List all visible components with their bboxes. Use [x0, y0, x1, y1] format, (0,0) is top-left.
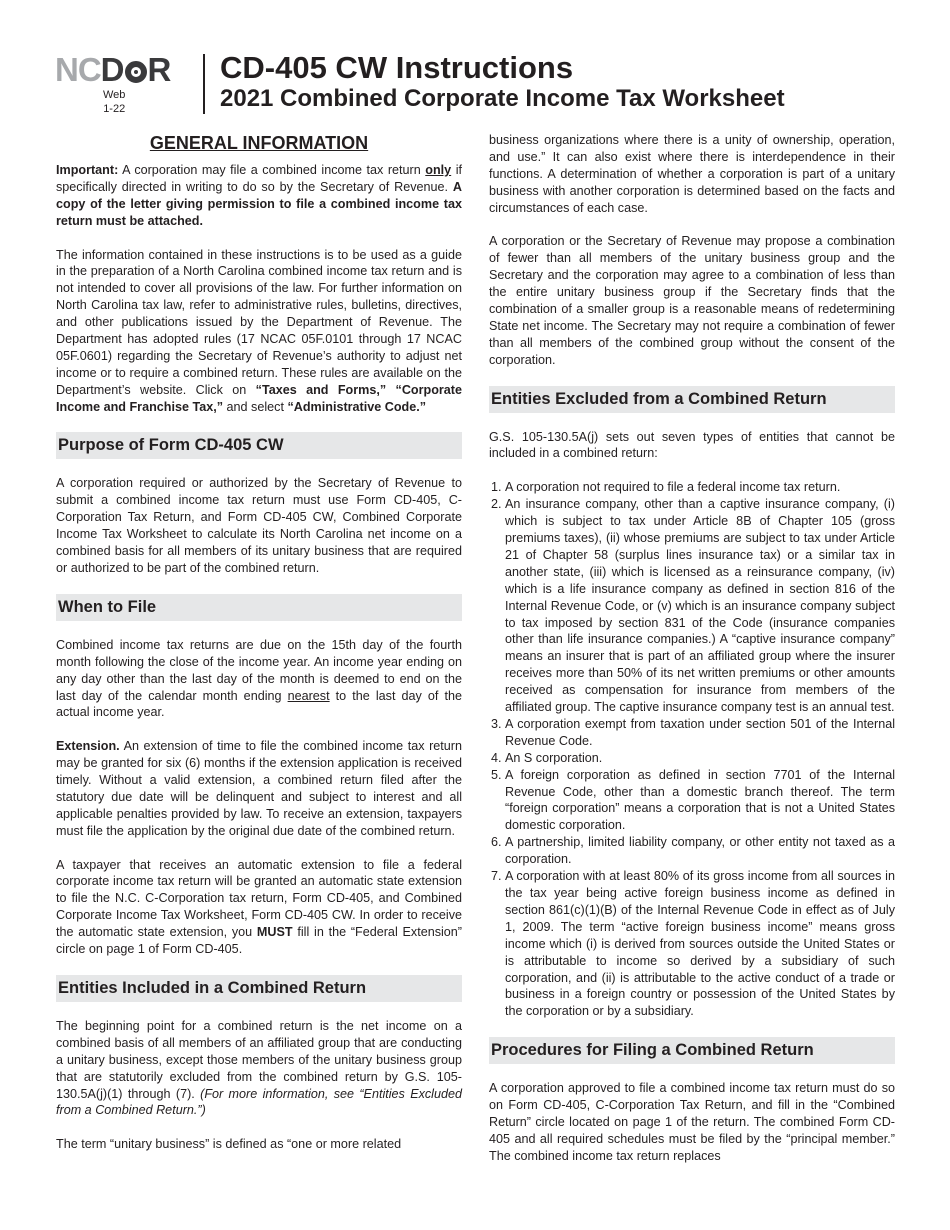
page-title: CD-405 CW Instructions — [220, 50, 574, 85]
entities-excluded-heading: Entities Excluded from a Combined Return — [489, 386, 895, 413]
list-item: 5. A foreign corporation as defined in section 7701 of the Internal Revenue Code, other than a domestic branch thereof. The term “foreign corporation” means a corporation that is not a United States domestic corporation. — [505, 767, 895, 835]
entities-included-heading: Entities Included in a Combined Return — [56, 975, 462, 1002]
left-column — [56, 132, 462, 1170]
included-paragraph: The beginning point for a combined return is the net income on a combined basis of all members of an affiliated group that are conducting a unitary business, except those members of the unitary business group that are statutorily excluded from the combined return by G.S. 105-130.5A(j)(1) through (7). (For more information, see “Entities Excluded from a Combined Return.”) — [56, 1018, 462, 1118]
combination-paragraph: A corporation or the Secretary of Revenue may propose a combination of fewer than all members of the unitary business group and the Secretary and the corporation may agree to a combination of less than the entire unitary business group if the Secretary finds that the combination of a smaller group is a reasonable means of redetermining State net income. The Secretary may not require a combination of fewer than all members of the combined group without the consent of the corporation. — [489, 234, 895, 367]
list-item: 6. A partnership, limited liability company, or other entity not taxed as a corporation. — [505, 834, 895, 868]
automatic-extension-paragraph: A taxpayer that receives an automatic extension to file a federal corporate income tax return will be granted an automatic state extension to file the N.C. C-Corporation tax return, Form CD-405, and Combined Corporate Income Tax Worksheet, Form CD-405 CW. In order to receive the automatic state extension, you MUST fill in the “Federal Extension” circle on page 1 of Form CD-405. — [56, 857, 462, 957]
unitary-business-continued: business organizations where there is a unity of ownership, operation, and use.” It can also exist where there is interdependence in their functions. A determination of whether a corporation is part of a unitary business with another corporation is determined based on the facts and circumstances of each case. — [489, 133, 895, 215]
page-subtitle: 2021 Combined Corporate Income Tax Worksheet — [220, 85, 785, 112]
extension-paragraph: Extension. An extension of time to file the combined income tax return may be granted for six (6) months if the extension application is received timely. Without a valid extension, a combined return filed after the statutory due date will be delinquent and subject to interest and all applicable penalties provided by law. To receive an extension, taxpayers must file the application by the original due date of the combined return. — [56, 739, 462, 838]
due-date-paragraph: Combined income tax returns are due on the 15th day of the fourth month following the close of the income year. An income year ending on any day other than the last day of the month is deemed to end on the last day of the calendar month ending nearest to the last day of the actual income year. — [56, 637, 462, 720]
list-item: 3. A corporation exempt from taxation under section 501 of the Internal Revenue Code. — [505, 716, 895, 750]
purpose-heading: Purpose of Form CD-405 CW — [56, 432, 462, 459]
list-item: 4. An S corporation. — [505, 750, 895, 767]
general-information-heading: GENERAL INFORMATION — [149, 133, 369, 153]
list-item: 7. A corporation with at least 80% of its gross income from all sources in the tax year being active foreign business income as defined in section 861(c)(1)(B) of the Internal Revenue Code in effect as of July 1, 2009. The term “active foreign business income” means gross income which (i) is derived from sources outside the United States or is attributable to income so derived by a subsidiary of such corporation, and (ii) is attributable to the active conduct of a trade or business in a foreign country or possession of the United States by the corporation or by a subsidiary. — [505, 868, 895, 1020]
excluded-intro: G.S. 105-130.5A(j) sets out seven types of entities that cannot be included in a combined return: — [489, 429, 895, 461]
procedures-heading: Procedures for Filing a Combined Return — [489, 1037, 895, 1064]
ncdor-logo: NCD R — [55, 51, 171, 88]
form-version: Web 1-22 — [103, 89, 126, 115]
procedures-paragraph: A corporation approved to file a combined income tax return must do so on Form CD-405, C-Corporation Tax Return, and fill in the “Combined Return” circle located on page 1 of the return. The combined Form CD-405 and all required schedules must be filed by the “principal member.” The combined income tax return replaces — [489, 1081, 895, 1163]
page-header — [55, 50, 895, 120]
general-paragraph: The information contained in these instructions is to be used as a guide in the preparation of a North Carolina combined income tax return and is not intended to cover all provisions of the law. For further information on North Carolina tax law, refer to administrative rules, bulletins, directives, and other publications issued by the Department of Revenue. The Department has adopted rules (17 NCAC 05F.0101 through 17 NCAC 05F.0601) regarding the Secretary of Revenue’s authority to adjust net income or to require a combined return. These rules are available on the Department’s website. Click on “Taxes and Forms,” “Corporate Income and Franchise Tax,” and select “Administrative Code.” — [56, 247, 462, 414]
purpose-paragraph: A corporation required or authorized by the Secretary of Revenue to submit a combined income tax return must use Form CD-405, C-Corporation Tax Return, and Form CD-405 CW, Combined Corporate Income Tax Worksheet to calculate its North Carolina net income on a combined basis for all members of its unitary business that are required or authorized to be part of the combined return. — [56, 476, 462, 575]
logo-o-icon — [125, 61, 147, 83]
list-item: 1. A corporation not required to file a federal income tax return. — [505, 479, 895, 496]
unitary-business-paragraph: The term “unitary business” is defined as “one or more related — [56, 1137, 402, 1152]
list-item: 2. An insurance company, other than a captive insurance company, (i) which is subject to tax under Article 8B of Chapter 105 (gross premiums taxes), (ii) whose premiums are subject to tax under Article 21 of Chapter 58 (surplus lines insurance tax) or a similar tax in another state, (iii) which is licensed as a reinsurance company, (iv) which is a life insurance company as defined in section 816 of the Internal Revenue Code, or (v) which is an insurance company subject to tax imposed by section 831 of the Code (insurance companies other than life insurance companies.) A “captive insurance company” means an insurer that is part of an affiliated group where the insurer receives more than 50% of its net written premiums or other amounts received as compensation for insurance from members of the affiliated group. The captive insurance company test is an annual test. — [505, 496, 895, 716]
important-paragraph: Important: A corporation may file a combined income tax return only if specifically directed in writing to do so by the Secretary of Revenue. A copy of the letter giving permission to file a combined income tax return must be attached. — [56, 163, 462, 228]
when-to-file-heading: When to File — [56, 594, 462, 621]
excluded-list — [489, 479, 895, 1020]
right-column — [489, 132, 895, 1182]
header-divider — [203, 54, 205, 114]
